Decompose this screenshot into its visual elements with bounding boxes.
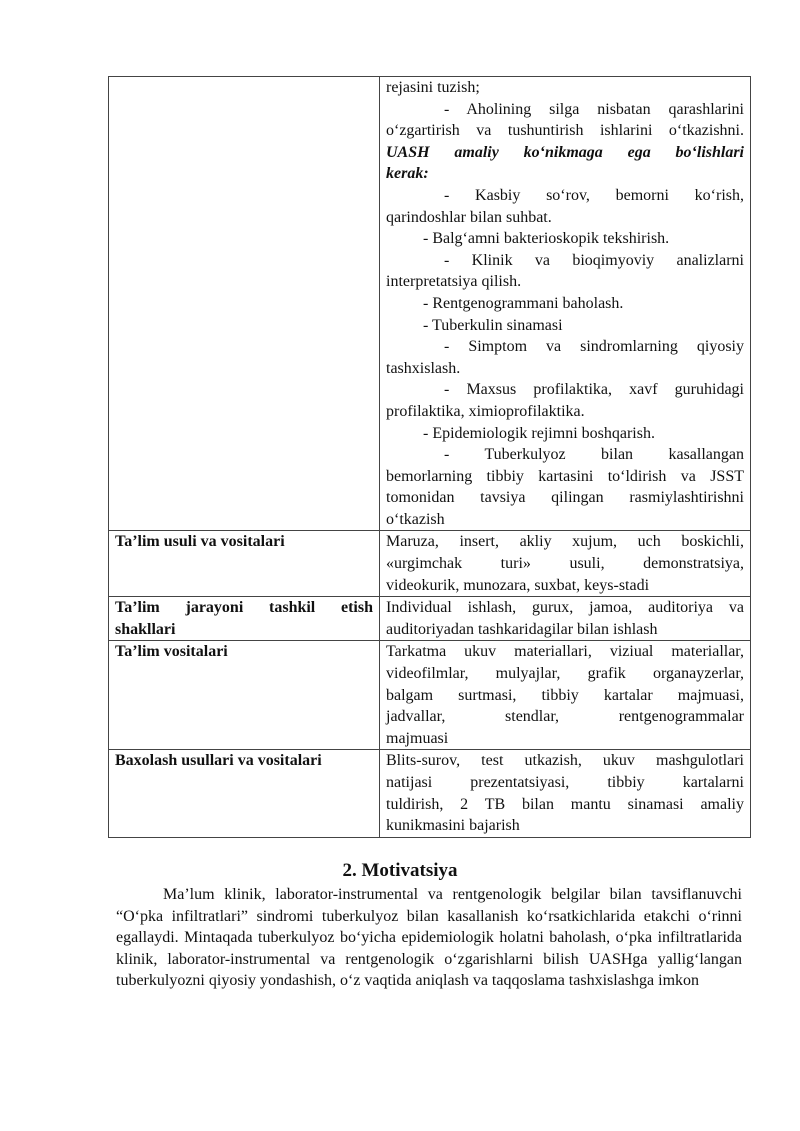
row-value	[380, 750, 751, 837]
table-row	[109, 77, 751, 531]
text-line: «urgimchak turi» usuli, demonstratsiya,	[386, 555, 744, 573]
text-line: - Aholining silga nisbatan qarashlarini	[444, 100, 744, 118]
course-info-table	[108, 76, 751, 838]
text-line: videofilmlar, mulyajlar, grafik organayzerlar,	[386, 665, 744, 683]
text-line: natijasi prezentatsiyasi, tibbiy kartalarni	[386, 774, 744, 791]
text-line: tuldirish, 2 TB bilan mantu sinamasi amaliy	[386, 795, 744, 813]
row-label-text: Ta’lim jarayoni tashkil etish	[115, 599, 373, 617]
text-line: - Klinik va bioqimyoviy analizlarni	[444, 251, 744, 269]
text-line: jadvallar, stendlar, rentgenogrammalar	[386, 708, 744, 726]
text-line: Maruza, insert, akliy xujum, uch boskichli,	[386, 533, 744, 551]
text-line: - Simptom va sindromlarning qiyosiy	[444, 338, 744, 356]
text-line: videokurik, munozara, suxbat, keys-stadi	[386, 576, 650, 594]
row-label	[109, 750, 380, 837]
row-value	[380, 641, 751, 750]
text-line: kunikmasini bajarish	[386, 817, 520, 835]
table-row	[109, 750, 751, 837]
row-value	[380, 531, 751, 597]
text-line: bemorlarning tibbiy kartasini to‘ldirish va JSST	[386, 467, 744, 485]
competencies-cell	[380, 77, 751, 531]
text-line: Tarkatma ukuv materiallari, viziual materiallar,	[386, 643, 744, 661]
text-line: majmuasi	[386, 729, 449, 747]
row-label-text: Ta’lim vositalari	[115, 643, 228, 661]
text-line: tomonidan tavsiya qilingan rasmiylashtirishni	[386, 489, 744, 507]
text-line: - Tuberkulin sinamasi	[423, 316, 563, 334]
row-value	[380, 597, 751, 641]
table-row	[109, 597, 751, 641]
text-line: qarindoshlar bilan suhbat.	[386, 208, 552, 226]
text-line: Individual ishlash, gurux, jamoa, auditoriya va	[386, 599, 744, 617]
skills-heading: kerak:	[386, 165, 429, 183]
text-line: tashxislash.	[386, 359, 461, 377]
motivation-paragraph: Ma’lum klinik, laborator-instrumental va rentgenologik belgilar bilan tavsiflanuvchi “O‘pka infiltratlari” sindromi tuberkulyoz bilan kasallanish ko‘rsatkichlarida etakchi o‘rinni egallaydi. Mintaqada tuberkulyoz bo‘yicha epidemiologik holatni baholash, o‘pka infiltratlarida klinik, laborator-instrumental va rentgenologik o‘zgarishlarni bilish UASHga yallig‘langan tuberkulyozni qiyosiy yondashish, o‘z vaqtida aniqlash va taqqoslama tashxislashga imkon	[116, 886, 742, 990]
text-line: interpretatsiya qilish.	[386, 273, 522, 291]
row-label-text: shakllari	[115, 620, 176, 638]
text-line: rejasini tuzish;	[386, 79, 480, 96]
text-line: - Maxsus profilaktika, xavf guruhidagi	[444, 381, 744, 399]
row-label	[109, 531, 380, 597]
text-line: Blits-surov, test utkazish, ukuv mashgulotlari	[386, 752, 744, 770]
text-line: - Kasbiy so‘rov, bemorni ko‘rish,	[444, 186, 744, 204]
row-label-text: Ta’lim usuli va vositalari	[115, 533, 285, 551]
row-label	[109, 641, 380, 750]
text-line: balgam surtmasi, tibbiy kartalar majmuasi,	[386, 686, 744, 704]
text-line: o‘zgartirish va tushuntirish ishlarini o‘tkazishni.	[386, 122, 744, 140]
text-line: - Tuberkulyoz bilan kasallangan	[444, 446, 744, 464]
text-line: - Epidemiologik rejimni boshqarish.	[423, 424, 655, 442]
text-line: - Rentgenogrammani baholash.	[423, 294, 624, 312]
text-line: - Balg‘amni bakterioskopik tekshirish.	[423, 230, 670, 248]
text-line: o‘tkazish	[386, 510, 445, 528]
section-heading: 2. Motivatsiya	[342, 860, 458, 881]
table-cell-empty	[109, 77, 380, 531]
text-line: auditoriyadan tashkaridagilar bilan ishlash	[386, 620, 658, 638]
skills-heading: UASH amaliy ko‘nikmaga ega bo‘lishlari	[386, 143, 744, 161]
text-line: profilaktika, ximioprofilaktika.	[386, 402, 585, 420]
row-label-text: Baxolash usullari va vositalari	[115, 752, 322, 770]
table-row	[109, 531, 751, 597]
table-row	[109, 641, 751, 750]
row-label	[109, 597, 380, 641]
